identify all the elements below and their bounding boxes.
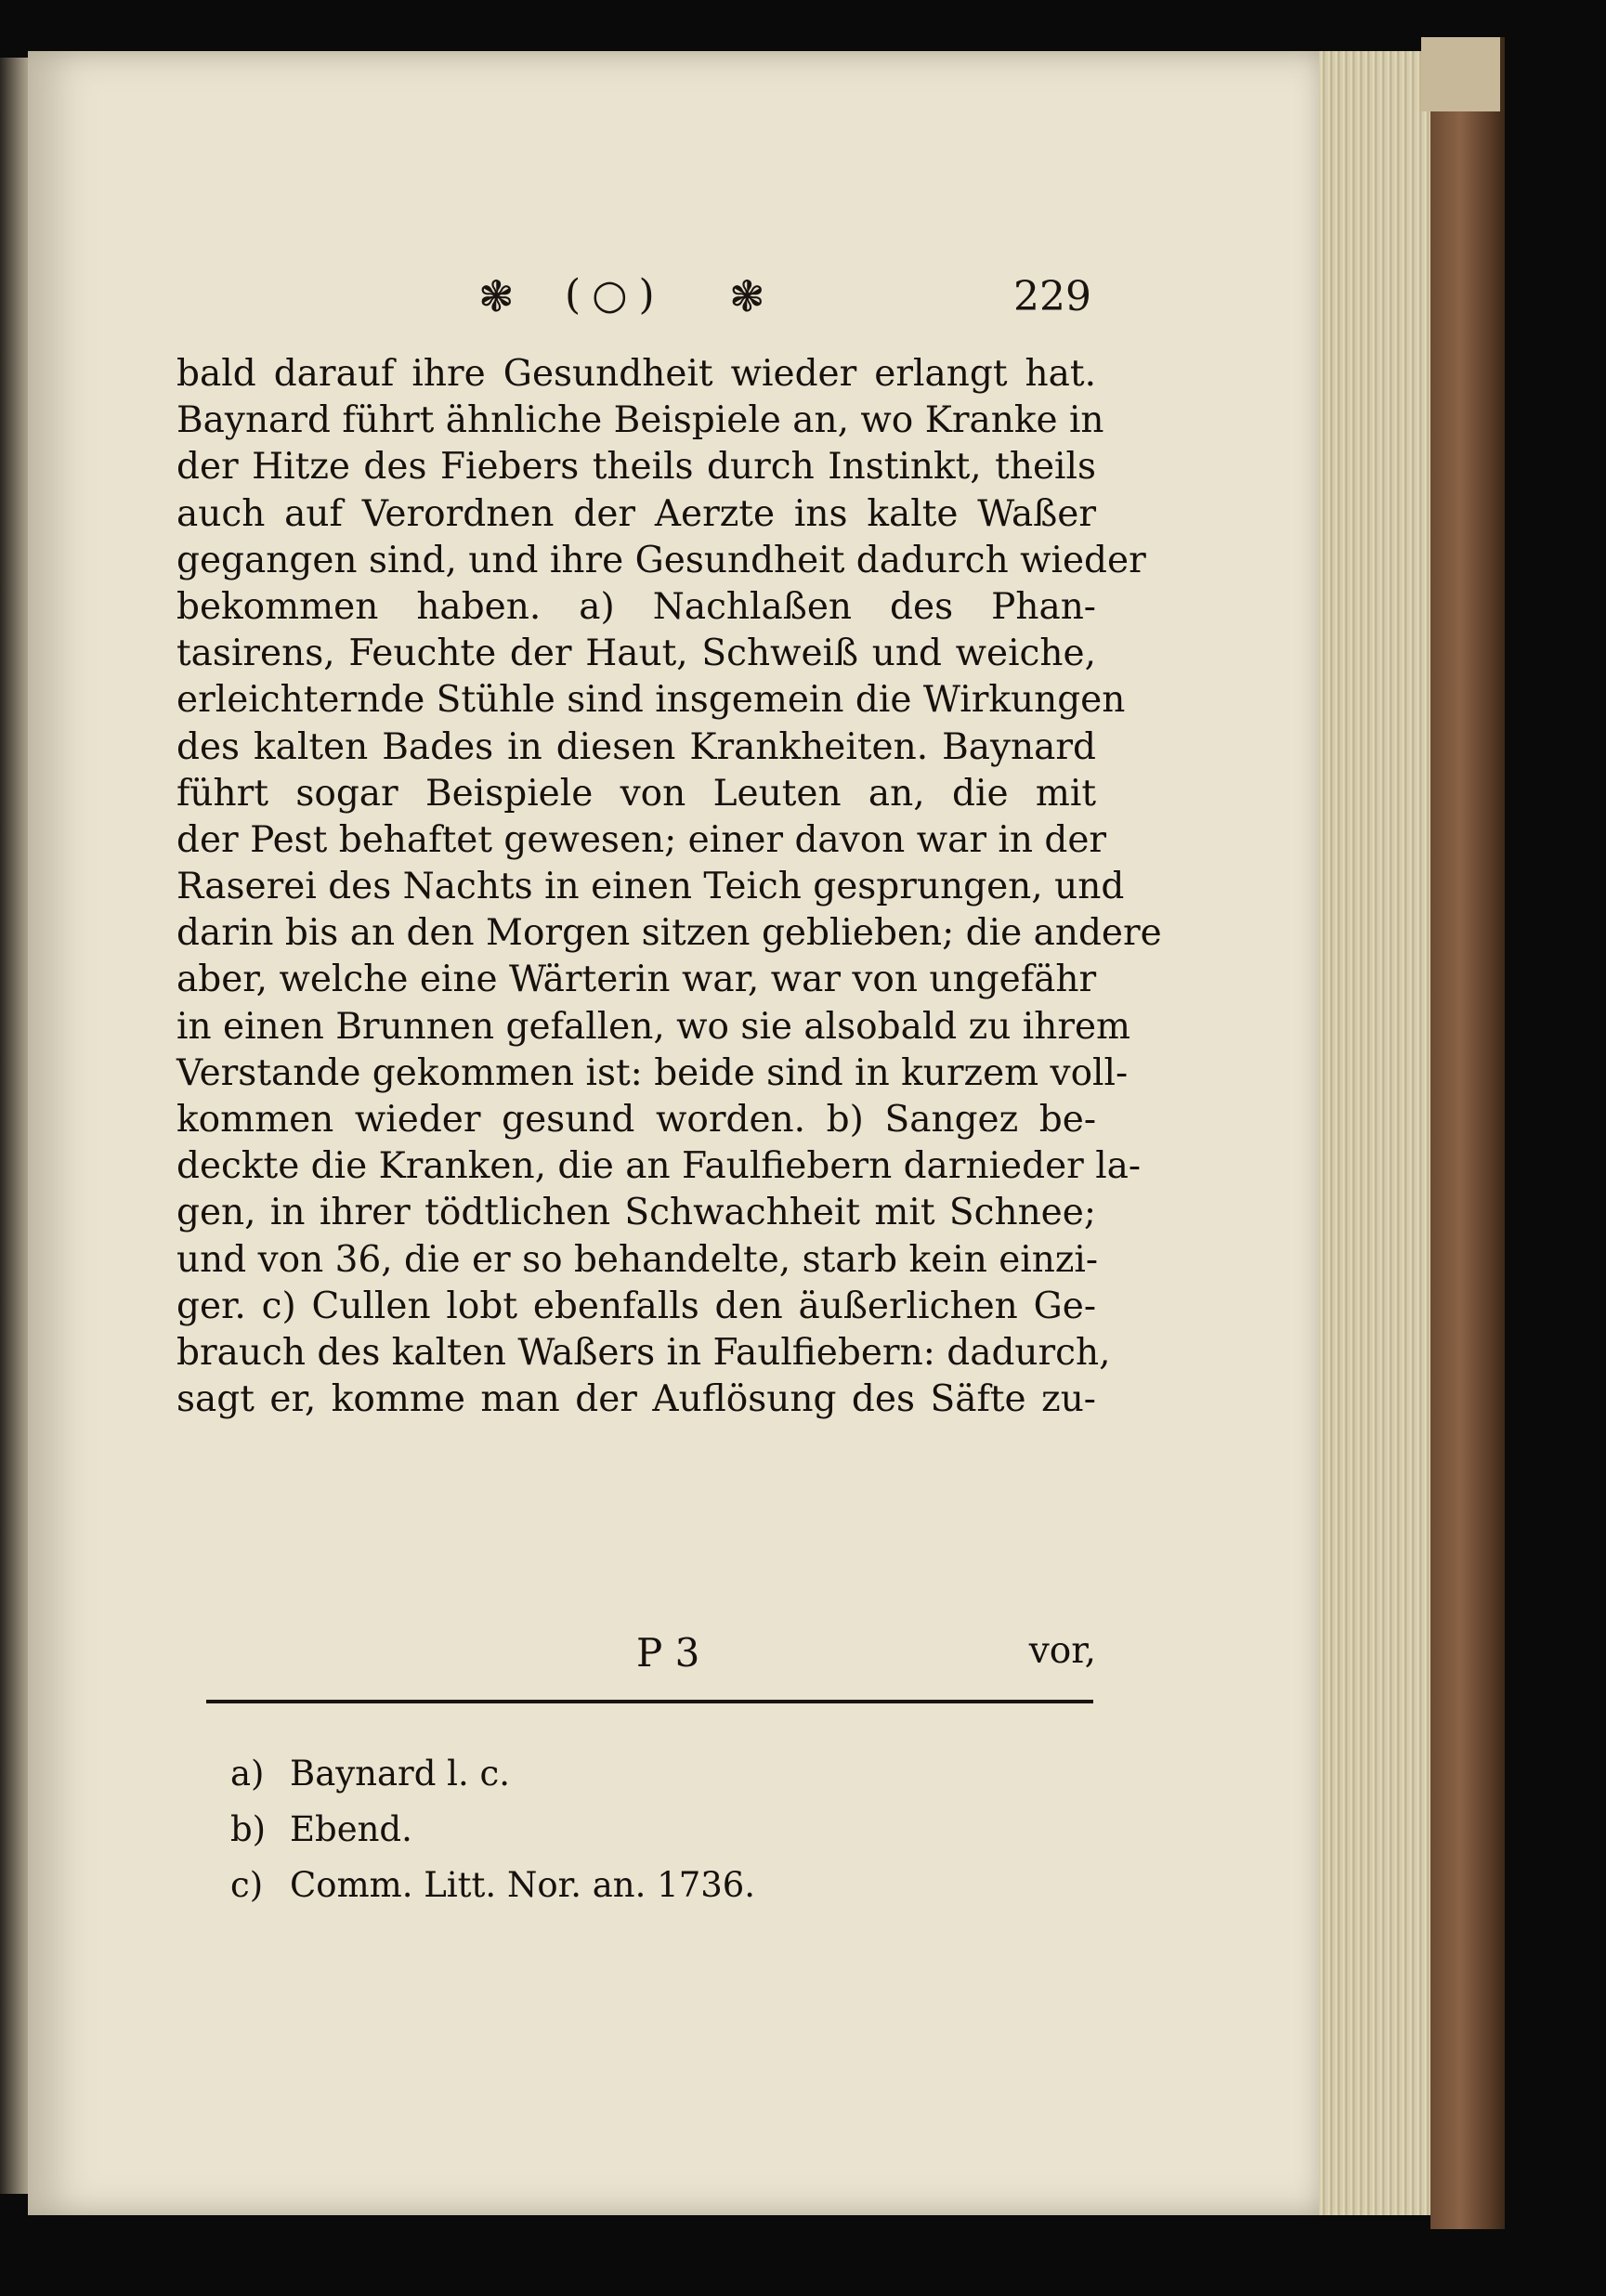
text-line: in einen Brunnen gefallen, wo sie alsobald zu ihrem bbox=[176, 1005, 1131, 1048]
running-header bbox=[478, 271, 1091, 336]
ornament-right-icon: ❃ bbox=[729, 271, 765, 321]
text-line: Verstande gekommen ist: beide sind in kurzem voll- bbox=[176, 1051, 1129, 1094]
text-line: gegangen sind, und ihre Gesundheit dadurch wieder bbox=[176, 539, 1146, 581]
text-line: darin bis an den Morgen sitzen geblieben; die andere bbox=[176, 912, 1162, 955]
book-cover bbox=[1430, 37, 1505, 2229]
cover-corner bbox=[1421, 37, 1500, 111]
text-line: bekommen haben. a) Nachlaßen des Phan- bbox=[176, 585, 1096, 628]
text-line: der Hitze des Fiebers theils durch Instinkt, theils bbox=[176, 446, 1096, 489]
footnote-marker: c) bbox=[230, 1865, 264, 1905]
footnote bbox=[230, 1858, 1066, 1913]
ornament-left-icon: ❃ bbox=[478, 271, 515, 321]
text-line: deckte die Kranken, die an Faulfiebern darnieder la- bbox=[176, 1145, 1142, 1188]
footnote-text: Ebend. bbox=[290, 1809, 412, 1849]
text-line: tasirens, Feuchte der Haut, Schweiß und weiche, bbox=[176, 633, 1096, 675]
text-line: Raserei des Nachts in einen Teich gesprungen, und bbox=[176, 866, 1125, 908]
text-line: ger. c) Cullen lobt ebenfalls den äußerlichen Ge- bbox=[176, 1285, 1096, 1327]
text-line: bald darauf ihre Gesundheit wieder erlangt hat. bbox=[176, 353, 1096, 395]
text-line: führt sogar Beispiele von Leuten an, die mit bbox=[176, 772, 1096, 815]
footnote bbox=[230, 1746, 1066, 1802]
page-edges bbox=[1319, 51, 1430, 2215]
page-number: 229 bbox=[1013, 273, 1091, 320]
footnote-marker: a) bbox=[230, 1754, 265, 1794]
signature-mark: P 3 bbox=[636, 1630, 700, 1676]
text-line: Baynard führt ähnliche Beispiele an, wo Kranke in bbox=[176, 399, 1104, 442]
text-line: auch auf Verordnen der Aerzte ins kalte Waßer bbox=[176, 492, 1096, 535]
catchline bbox=[176, 1630, 1096, 1676]
text-line: erleichternde Stühle sind insgemein die Wirkungen bbox=[176, 679, 1126, 722]
footnote bbox=[230, 1802, 1066, 1858]
footnote-text: Baynard l. c. bbox=[290, 1754, 511, 1794]
text-line: der Pest behaftet gewesen; einer davon war in der bbox=[176, 818, 1107, 861]
footnotes bbox=[230, 1746, 1066, 1913]
catchword: vor, bbox=[1028, 1630, 1096, 1672]
text-line: brauch des kalten Waßers in Faulfiebern: dadurch, bbox=[176, 1331, 1111, 1374]
footnote-marker: b) bbox=[230, 1809, 267, 1849]
header-mark: (○) bbox=[565, 271, 666, 319]
text-line: sagt er, komme man der Auflösung des Säfte zu- bbox=[176, 1378, 1096, 1421]
text-line: aber, welche eine Wärterin war, war von ungefähr bbox=[176, 959, 1097, 1001]
text-line: und von 36, die er so behandelte, starb kein einzi- bbox=[176, 1238, 1099, 1281]
footnote-rule bbox=[206, 1700, 1093, 1703]
text-line: gen, in ihrer tödtlichen Schwachheit mit Schnee; bbox=[176, 1192, 1096, 1234]
footnote-text: Comm. Litt. Nor. an. 1736. bbox=[290, 1865, 756, 1905]
body-text bbox=[176, 351, 1162, 1423]
text-line: des kalten Bades in diesen Krankheiten. Baynard bbox=[176, 725, 1096, 768]
text-line: kommen wieder gesund worden. b) Sangez be- bbox=[176, 1099, 1096, 1141]
